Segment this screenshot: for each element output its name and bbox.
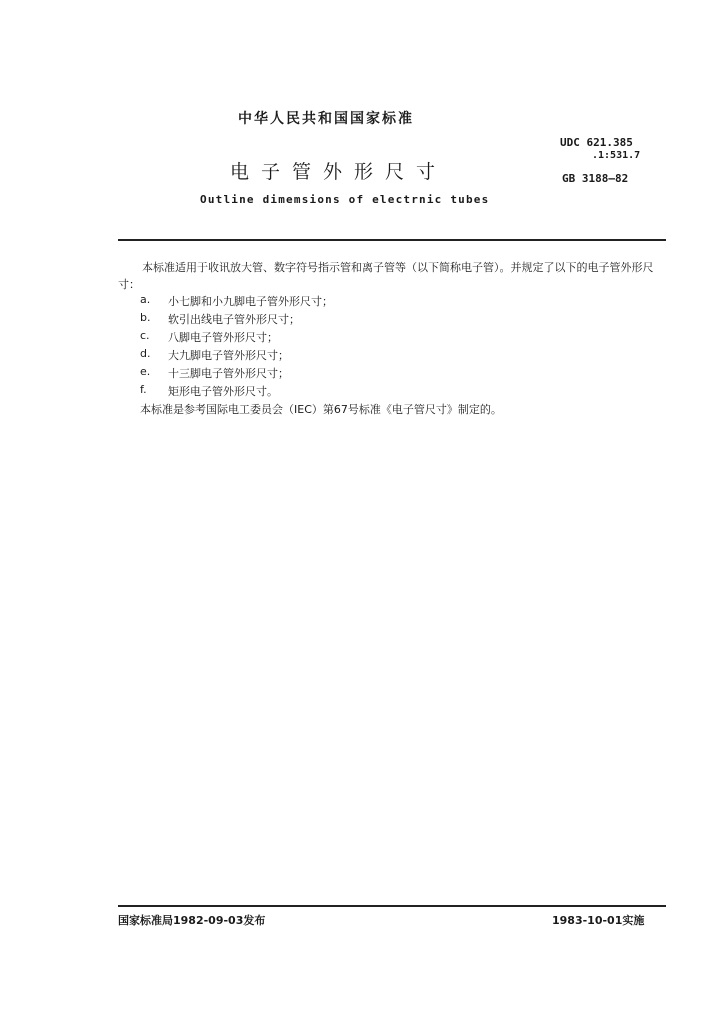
list-item-text: 软引出线电子管外形尺寸； — [168, 313, 300, 326]
reference-note: 本标准是参考国际电工委员会（IEC）第67号标准《电子管尺寸》制定的。 — [140, 403, 502, 416]
footer-divider — [118, 905, 666, 907]
header-divider — [118, 239, 666, 241]
list-item-text: 十三脚电子管外形尺寸； — [168, 367, 289, 380]
list-item-text: 小七脚和小九脚电子管外形尺寸； — [168, 295, 333, 308]
document-title-chinese: 电子管外形尺寸 — [230, 161, 448, 183]
list-item — [140, 329, 333, 347]
list-marker: e. — [140, 365, 151, 378]
issue-date: 国家标准局1982-09-03发布 — [118, 914, 266, 927]
list-item — [140, 347, 333, 365]
list-item-text: 大九脚电子管外形尺寸； — [168, 349, 289, 362]
list-item-text: 八脚电子管外形尺寸； — [168, 331, 278, 344]
document-title-english: Outline dimemsions of electrnic tubes — [200, 193, 490, 206]
list-item — [140, 383, 333, 401]
list-marker: c. — [140, 329, 150, 342]
scope-list — [140, 293, 333, 401]
list-item — [140, 365, 333, 383]
intro-paragraph: 本标准适用于收讯放大管、数字符号指示管和离子管等（以下简称电子管）。并规定了以下的电子管外形尺寸： — [118, 261, 654, 291]
list-item-text: 矩形电子管外形尺寸。 — [168, 385, 278, 398]
gb-standard-number: GB 3188—82 — [562, 172, 629, 185]
udc-code: UDC 621.385 — [560, 136, 633, 149]
list-marker: f. — [140, 383, 147, 396]
list-marker: d. — [140, 347, 151, 360]
udc-code-continued: .1:531.7 — [592, 150, 641, 161]
list-marker: a. — [140, 293, 151, 306]
issuing-country-heading: 中华人民共和国国家标准 — [238, 111, 414, 127]
effective-date: 1983-10-01实施 — [552, 914, 645, 927]
list-item — [140, 311, 333, 329]
list-item — [140, 293, 333, 311]
list-marker: b. — [140, 311, 151, 324]
